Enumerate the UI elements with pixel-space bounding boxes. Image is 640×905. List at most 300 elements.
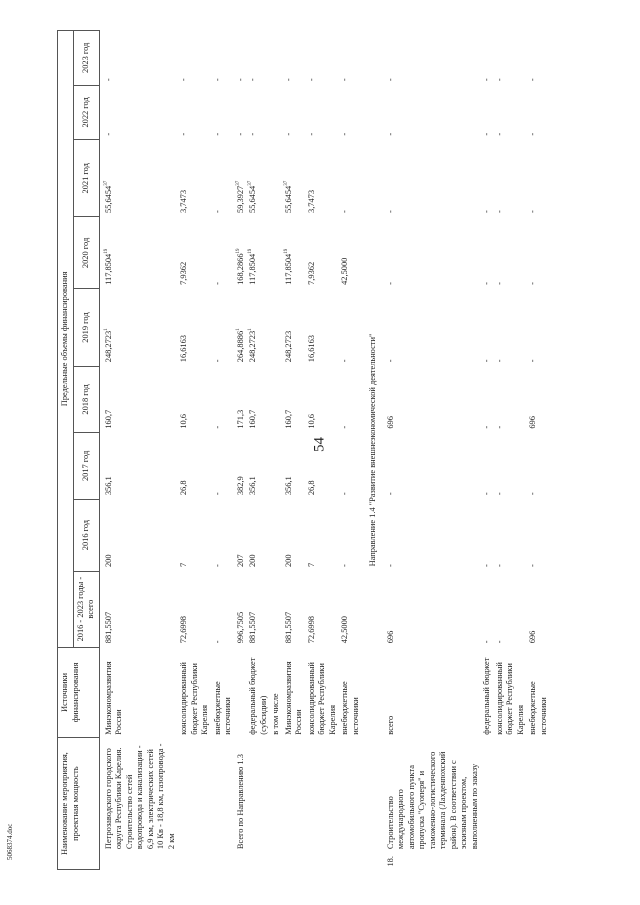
row-source-value: Минэкономразвития России xyxy=(283,661,303,735)
row-year-2021 xyxy=(339,140,362,217)
row-year-2017 xyxy=(235,433,248,499)
row-year-2023 xyxy=(494,31,528,86)
table-row xyxy=(178,31,212,870)
row-total-value: 72,6998 xyxy=(179,616,188,644)
row-year-2020 xyxy=(527,217,550,289)
row-year-2022-value: - xyxy=(248,132,257,136)
row-total xyxy=(270,571,283,647)
header-group: Предельные объемы финансирования xyxy=(58,31,74,648)
table-row xyxy=(247,31,270,870)
row-year-2016 xyxy=(235,499,248,571)
row-year-2023 xyxy=(178,31,212,86)
row-name xyxy=(270,738,283,852)
footnote-marker: 1 xyxy=(248,328,254,331)
row-year-2023 xyxy=(306,31,340,86)
row-year-2023 xyxy=(339,31,362,86)
direction-heading: Направление 1.4 "Развитие внешнеэкономической деятельности" xyxy=(368,333,377,567)
row-year-2018 xyxy=(527,366,550,432)
row-total-value: 881,5507 xyxy=(103,611,113,644)
row-total-value: - xyxy=(212,640,222,644)
header-year-2016: 2016 год xyxy=(73,499,99,571)
row-year-2021 xyxy=(212,140,235,217)
row-number xyxy=(494,852,528,869)
row-year-2022-value: - xyxy=(306,132,316,136)
row-year-2020 xyxy=(283,217,306,289)
row-year-2021 xyxy=(306,140,340,217)
row-year-2019 xyxy=(527,289,550,366)
row-number xyxy=(385,852,482,869)
document-footer: 5068374.doc xyxy=(6,823,14,860)
row-source xyxy=(494,647,528,737)
row-year-2017 xyxy=(481,433,494,499)
row-year-2017 xyxy=(306,433,340,499)
row-year-2017 xyxy=(247,433,270,499)
row-year-2020 xyxy=(306,217,340,289)
row-year-2016 xyxy=(306,499,340,571)
row-year-2021-value: - xyxy=(482,210,491,213)
row-year-2022 xyxy=(178,85,212,139)
row-year-2016 xyxy=(527,499,550,571)
row-year-2016-value: - xyxy=(494,564,504,568)
row-year-2016-value: - xyxy=(385,564,395,568)
row-year-2023 xyxy=(235,31,248,86)
row-total-value: 881,5507 xyxy=(248,611,257,644)
footnote-marker: 37 xyxy=(103,180,109,186)
table-row xyxy=(385,31,482,870)
row-year-2019 xyxy=(235,289,248,366)
table-row xyxy=(283,31,306,870)
row-year-2018 xyxy=(385,366,482,432)
row-year-2023-value: - xyxy=(179,78,188,82)
row-number xyxy=(527,852,550,869)
row-year-2022-value: - xyxy=(103,132,113,136)
row-year-2017 xyxy=(494,433,528,499)
row-year-2022-value: - xyxy=(385,132,395,136)
row-name xyxy=(385,738,482,852)
row-year-2023 xyxy=(247,31,270,86)
row-year-2021-value: 3,7473 xyxy=(306,189,316,213)
table-row xyxy=(270,31,283,870)
row-year-2017-value: - xyxy=(212,492,222,496)
row-year-2017-value: 356,1 xyxy=(283,476,293,496)
row-year-2019-value: 248,2723 xyxy=(103,330,113,363)
row-year-2021 xyxy=(178,140,212,217)
footnote-marker: 37 xyxy=(235,180,241,186)
row-year-2019-value: - xyxy=(528,359,537,363)
row-year-2016 xyxy=(481,499,494,571)
row-year-2020-value: 7,9362 xyxy=(306,261,316,285)
table-row xyxy=(339,31,362,870)
row-year-2021 xyxy=(494,140,528,217)
row-number xyxy=(306,852,340,869)
row-year-2020 xyxy=(339,217,362,289)
row-year-2017-value: - xyxy=(528,492,537,496)
table-row xyxy=(235,31,248,870)
row-year-2016-value: - xyxy=(212,564,222,568)
row-year-2018-value: 696 xyxy=(528,416,537,429)
row-total-value: - xyxy=(482,640,491,644)
table-row xyxy=(494,31,528,870)
row-year-2018 xyxy=(494,366,528,432)
row-year-2021-value: - xyxy=(212,210,222,213)
row-number xyxy=(270,852,283,869)
row-year-2021-value: - xyxy=(385,210,395,213)
row-year-2021-value: 55,6454 xyxy=(283,185,293,213)
row-source xyxy=(212,647,235,737)
row-total xyxy=(212,571,235,647)
row-year-2019-value: - xyxy=(482,359,491,363)
row-year-2016 xyxy=(494,499,528,571)
financing-table xyxy=(57,30,550,870)
row-year-2023-value: - xyxy=(482,78,491,82)
row-year-2016 xyxy=(283,499,306,571)
row-year-2017 xyxy=(178,433,212,499)
footnote-marker: 1 xyxy=(103,328,109,331)
row-year-2019 xyxy=(99,289,178,366)
row-year-2022 xyxy=(385,85,482,139)
row-year-2020 xyxy=(385,217,482,289)
row-total xyxy=(385,571,482,647)
row-year-2020-value: 117,8504 xyxy=(248,253,257,285)
row-year-2020-value: 117,8504 xyxy=(103,253,113,285)
row-year-2020 xyxy=(270,217,283,289)
row-year-2023 xyxy=(527,31,550,86)
row-source xyxy=(235,647,248,737)
row-source-value: федеральный бюджет (субсидии) xyxy=(248,657,268,735)
row-year-2019-value: 16,6163 xyxy=(306,335,316,363)
row-year-2021-value: - xyxy=(340,210,349,213)
header-year-2020: 2020 год xyxy=(73,217,99,289)
row-year-2022 xyxy=(339,85,362,139)
row-year-2022 xyxy=(494,85,528,139)
row-year-2020 xyxy=(481,217,494,289)
row-name xyxy=(99,738,178,852)
row-year-2021-value: 55,6454 xyxy=(248,185,257,213)
row-year-2018 xyxy=(99,366,178,432)
row-year-2018 xyxy=(235,366,248,432)
row-year-2017-value: 26,8 xyxy=(306,480,316,496)
row-year-2022-value: - xyxy=(235,132,245,136)
row-year-2019-value: 16,6163 xyxy=(179,335,188,363)
header-total: 2016 - 2023 годы - всего xyxy=(73,571,99,647)
row-name xyxy=(339,738,362,852)
row-name xyxy=(212,738,235,852)
row-number xyxy=(212,852,235,869)
row-year-2016-value: 200 xyxy=(283,554,293,568)
row-year-2022 xyxy=(283,85,306,139)
row-year-2020-value: 117,8504 xyxy=(283,253,293,285)
row-year-2018-value: - xyxy=(212,425,222,429)
row-year-2016-value: 7 xyxy=(306,562,316,568)
row-total-value: 42,5000 xyxy=(340,616,349,644)
row-year-2019-value: - xyxy=(212,359,222,363)
row-year-2020-value: - xyxy=(385,282,395,285)
row-name xyxy=(527,738,550,852)
footnote-marker: 19 xyxy=(103,248,109,254)
row-source xyxy=(178,647,212,737)
table-row xyxy=(99,31,178,870)
row-name-value: Строительство международного автомобильного пункта пропуска "Суоперя" и таможенно-логистического терминала (Лахденпохский район). В соответствии с эскизным проектом, выполненным по заказу xyxy=(385,751,479,850)
row-year-2017 xyxy=(527,433,550,499)
row-number xyxy=(339,852,362,869)
row-year-2023 xyxy=(270,31,283,86)
row-year-2022-value: - xyxy=(528,132,537,136)
row-year-2018-value: - xyxy=(494,425,504,429)
row-year-2016-value: 7 xyxy=(179,562,188,568)
table-row xyxy=(306,31,340,870)
row-year-2017 xyxy=(339,433,362,499)
row-year-2019-value: 264,8886 xyxy=(235,330,245,363)
row-year-2017-value: - xyxy=(494,492,504,496)
row-name xyxy=(178,738,212,852)
row-year-2017-value: - xyxy=(482,492,491,496)
row-year-2021 xyxy=(481,140,494,217)
row-year-2022-value: - xyxy=(494,132,504,136)
row-year-2018-value: 160,7 xyxy=(103,409,113,429)
row-number xyxy=(247,852,270,869)
row-source xyxy=(481,647,494,737)
row-year-2022 xyxy=(99,85,178,139)
row-year-2022 xyxy=(306,85,340,139)
row-year-2022 xyxy=(235,85,248,139)
row-total-value: 996,7505 xyxy=(235,611,245,644)
row-year-2016 xyxy=(212,499,235,571)
row-year-2017-value: 382,9 xyxy=(235,476,245,496)
row-source-value: внебюджетные источники xyxy=(212,681,232,735)
row-year-2016 xyxy=(178,499,212,571)
row-year-2019 xyxy=(283,289,306,366)
row-source xyxy=(270,647,283,737)
table-row xyxy=(481,31,494,870)
row-source xyxy=(339,647,362,737)
table-row xyxy=(527,31,550,870)
row-source-value: всего xyxy=(385,715,395,735)
row-year-2021-value: - xyxy=(494,210,504,213)
row-year-2022 xyxy=(212,85,235,139)
row-source xyxy=(527,647,550,737)
row-year-2023-value: - xyxy=(306,78,316,82)
row-year-2019-value: 248,2723 xyxy=(248,330,257,363)
row-total-value: - xyxy=(494,640,504,644)
row-year-2023-value: - xyxy=(212,78,222,82)
row-source-value: консолидированный бюджет Республики Карелия xyxy=(306,662,337,735)
row-total xyxy=(99,571,178,647)
row-year-2023 xyxy=(212,31,235,86)
row-year-2019 xyxy=(247,289,270,366)
row-year-2019-value: 248,2723 xyxy=(283,330,293,363)
row-year-2021-value: 55,6454 xyxy=(103,185,113,213)
header-year-2017: 2017 год xyxy=(73,433,99,499)
row-year-2018-value: 160,7 xyxy=(283,409,293,429)
row-name-value: Всего по Направлению 1.3 xyxy=(235,754,245,850)
header-name: Наименование мероприятия, проектная мощность xyxy=(58,738,100,870)
row-year-2022-value: - xyxy=(283,132,293,136)
row-year-2022 xyxy=(527,85,550,139)
row-total xyxy=(481,571,494,647)
row-source-value: внебюджетные источники xyxy=(528,681,548,735)
row-year-2022-value: - xyxy=(179,132,188,136)
row-source xyxy=(283,647,306,737)
row-source-value: федеральный бюджет xyxy=(482,657,491,735)
row-year-2019 xyxy=(339,289,362,366)
row-year-2016 xyxy=(385,499,482,571)
row-year-2020-value: - xyxy=(528,282,537,285)
row-year-2017 xyxy=(99,433,178,499)
row-year-2017-value: - xyxy=(340,492,349,496)
row-year-2021-value: - xyxy=(528,210,537,213)
row-source xyxy=(306,647,340,737)
row-year-2019 xyxy=(270,289,283,366)
row-year-2017-value: 356,1 xyxy=(103,476,113,496)
row-year-2017 xyxy=(283,433,306,499)
footnote-marker: 37 xyxy=(283,180,289,186)
row-year-2018 xyxy=(247,366,270,432)
row-year-2018-value: 160,7 xyxy=(248,409,257,429)
row-total xyxy=(527,571,550,647)
row-year-2019 xyxy=(178,289,212,366)
table-body xyxy=(99,31,550,870)
row-total xyxy=(283,571,306,647)
row-name xyxy=(481,738,494,852)
row-year-2020-value: 168,2866 xyxy=(235,253,245,285)
row-source-value: в том числе xyxy=(271,693,280,735)
row-year-2020-value: - xyxy=(212,282,222,285)
row-name-value: Петрозаводского городского округа Республики Карелия. Строительство сетей водопровода и канализации - 6,9 км, электрических сетей 10 Кв - 18,8 км, газопровода - 2 км xyxy=(103,743,176,850)
row-number-value: 18. xyxy=(385,856,395,867)
row-source-value: внебюджетные источники xyxy=(340,681,360,735)
header-year-2018: 2018 год xyxy=(73,366,99,432)
row-number xyxy=(178,852,212,869)
row-year-2016-value: - xyxy=(528,564,537,568)
row-year-2021 xyxy=(385,140,482,217)
row-number xyxy=(481,852,494,869)
row-year-2020 xyxy=(494,217,528,289)
row-year-2019 xyxy=(306,289,340,366)
row-year-2022-value: - xyxy=(340,132,349,136)
row-year-2019 xyxy=(385,289,482,366)
header-year-2022: 2022 год xyxy=(73,85,99,139)
table-row xyxy=(212,31,235,870)
row-year-2018-value: 696 xyxy=(385,416,395,429)
direction-heading-row xyxy=(362,31,385,870)
row-source xyxy=(99,647,178,737)
row-year-2016-value: 200 xyxy=(248,554,257,568)
row-total xyxy=(306,571,340,647)
row-source-value: Минэкономразвития России xyxy=(103,661,123,735)
row-source xyxy=(385,647,482,737)
row-year-2023-value: - xyxy=(235,78,245,82)
row-year-2023 xyxy=(99,31,178,86)
row-year-2023-value: - xyxy=(248,78,257,82)
row-year-2023 xyxy=(385,31,482,86)
row-number xyxy=(235,852,248,869)
footnote-marker: 19 xyxy=(283,248,289,254)
row-year-2020 xyxy=(178,217,212,289)
row-year-2016-value: 200 xyxy=(103,554,113,568)
financing-table-rotated xyxy=(57,30,605,870)
row-year-2020 xyxy=(99,217,178,289)
page-number: 54 xyxy=(311,437,328,452)
row-year-2016 xyxy=(247,499,270,571)
row-total xyxy=(178,571,212,647)
row-year-2023 xyxy=(283,31,306,86)
header-year-2019: 2019 год xyxy=(73,289,99,366)
row-year-2020-value: - xyxy=(494,282,504,285)
row-year-2021 xyxy=(247,140,270,217)
row-total xyxy=(247,571,270,647)
header-year-2023: 2023 год xyxy=(73,31,99,86)
row-year-2018 xyxy=(283,366,306,432)
row-year-2023 xyxy=(481,31,494,86)
row-year-2018 xyxy=(306,366,340,432)
row-total xyxy=(494,571,528,647)
row-year-2021-value: 3,7473 xyxy=(179,189,188,213)
row-year-2016 xyxy=(270,499,283,571)
row-year-2017-value: 26,8 xyxy=(179,480,188,496)
row-year-2018-value: - xyxy=(340,425,349,429)
row-year-2020-value: 7,9362 xyxy=(179,261,188,285)
footnote-marker: 19 xyxy=(248,248,254,254)
row-total-value: 881,5507 xyxy=(283,611,293,644)
row-year-2021 xyxy=(283,140,306,217)
row-year-2018 xyxy=(339,366,362,432)
row-year-2017-value: 356,1 xyxy=(248,476,257,496)
header-source: Источники финансирования xyxy=(58,647,100,737)
row-total-value: 72,6998 xyxy=(306,616,316,644)
row-total-value: 696 xyxy=(528,630,537,644)
row-number xyxy=(99,852,178,869)
row-year-2018 xyxy=(212,366,235,432)
row-year-2018 xyxy=(481,366,494,432)
footnote-marker: 37 xyxy=(248,180,254,186)
row-year-2019-value: - xyxy=(340,359,349,363)
row-year-2018-value: 10,6 xyxy=(306,414,316,429)
row-year-2023-value: - xyxy=(494,78,504,82)
row-year-2019 xyxy=(481,289,494,366)
row-year-2021 xyxy=(527,140,550,217)
row-year-2023-value: - xyxy=(340,78,349,82)
row-year-2021-value: 59,3927 xyxy=(235,185,245,213)
row-total xyxy=(235,571,248,647)
row-year-2022 xyxy=(247,85,270,139)
footnote-marker: 1 xyxy=(235,328,241,331)
row-total-value: 696 xyxy=(385,630,395,644)
row-year-2022-value: - xyxy=(212,132,222,136)
row-year-2020-value: - xyxy=(482,282,491,285)
row-year-2023-value: - xyxy=(103,78,113,82)
row-year-2018-value: 10,6 xyxy=(179,414,188,429)
row-year-2021 xyxy=(270,140,283,217)
footnote-marker: 19 xyxy=(235,248,241,254)
row-name xyxy=(283,738,306,852)
row-year-2016-value: - xyxy=(482,564,491,568)
row-year-2017 xyxy=(385,433,482,499)
row-year-2020-value: 42,5000 xyxy=(340,257,349,285)
row-source-value: консолидированный бюджет Республики Карелия xyxy=(179,662,209,735)
row-year-2017 xyxy=(270,433,283,499)
row-year-2016 xyxy=(99,499,178,571)
row-year-2017 xyxy=(212,433,235,499)
row-year-2019-value: - xyxy=(385,359,395,363)
row-name xyxy=(494,738,528,852)
row-total xyxy=(339,571,362,647)
row-year-2019 xyxy=(212,289,235,366)
row-year-2016-value: - xyxy=(340,564,349,568)
row-year-2016-value: 207 xyxy=(235,554,245,568)
row-year-2022 xyxy=(481,85,494,139)
row-name xyxy=(235,738,248,852)
row-year-2016 xyxy=(339,499,362,571)
